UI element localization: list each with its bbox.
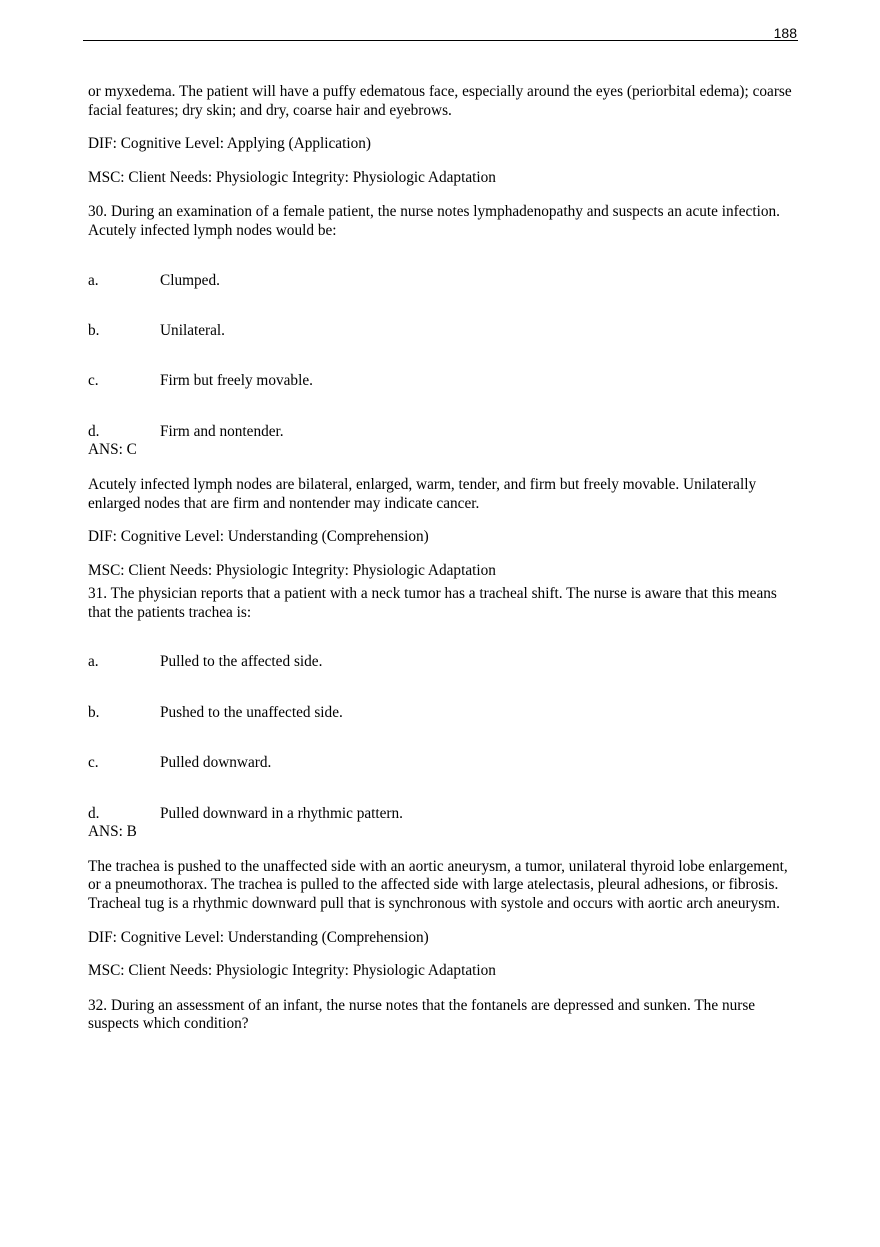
option-text: Clumped.	[160, 271, 220, 289]
option-text: Unilateral.	[160, 321, 225, 339]
header-divider	[83, 40, 798, 41]
question-31-option-d	[88, 805, 798, 824]
question-32-stem: 32. During an assessment of an infant, the nurse notes that the fontanels are depressed and sunken. The nurse suspects which condition?	[88, 996, 756, 1033]
question-30-answer: ANS: C	[88, 441, 137, 459]
question-30-rationale: Acutely infected lymph nodes are bilateral, enlarged, warm, tender, and firm but freely movable. Unilaterally enlarged nodes that are firm and nontender may indicate cancer.	[88, 475, 757, 512]
option-text: Pulled to the affected side.	[160, 653, 323, 671]
continued-rationale: or myxedema. The patient will have a puffy edematous face, especially around the eyes (periorbital edema); coarse facial features; dry skin; and dry, coarse hair and eyebrows.	[88, 83, 792, 119]
question-31-dif: DIF: Cognitive Level: Understanding (Comprehension)	[88, 928, 429, 946]
question-31-rationale: The trachea is pushed to the unaffected side with an aortic aneurysm, a tumor, unilateral thyroid lobe enlargement, or a pneumothorax. The trachea is pulled to the affected side with large atelectasis, pleural adhesions, or fibrosis. Tracheal tug is a rhythmic downward pull that is synchronous with systole and occurs with aortic arch aneurysm.	[88, 857, 788, 913]
option-letter: b.	[88, 703, 100, 721]
question-31-option-a	[88, 653, 798, 672]
question-30-dif: DIF: Cognitive Level: Understanding (Comprehension)	[88, 528, 429, 546]
option-letter: a.	[88, 653, 99, 671]
option-letter: a.	[88, 271, 99, 289]
option-letter: c.	[88, 754, 99, 772]
question-31-option-c	[88, 754, 798, 773]
option-letter: c.	[88, 372, 99, 390]
page-number: 188	[773, 25, 797, 41]
question-31-option-b	[88, 704, 798, 723]
question-31-stem: 31. The physician reports that a patient with a neck tumor has a tracheal shift. The nurse is aware that this means that the patients trachea is:	[88, 585, 777, 621]
option-letter: b.	[88, 321, 100, 339]
option-letter: d.	[88, 422, 100, 440]
question-31-answer: ANS: B	[88, 823, 137, 841]
option-text: Pulled downward.	[160, 754, 272, 772]
question-30-stem: 30. During an examination of a female patient, the nurse notes lymphadenopathy and suspects an acute infection. Acutely infected lymph nodes would be:	[88, 203, 780, 239]
dif-line: DIF: Cognitive Level: Applying (Application)	[88, 135, 371, 153]
page-content	[88, 83, 798, 1034]
option-text: Pulled downward in a rhythmic pattern.	[160, 804, 403, 822]
option-text: Firm and nontender.	[160, 422, 284, 440]
question-31-msc: MSC: Client Needs: Physiologic Integrity: Physiologic Adaptation	[88, 962, 496, 980]
option-text: Firm but freely movable.	[160, 372, 313, 390]
msc-line: MSC: Client Needs: Physiologic Integrity: Physiologic Adaptation	[88, 168, 496, 186]
question-30-option-a	[88, 272, 798, 291]
option-letter: d.	[88, 804, 100, 822]
question-30-option-d	[88, 423, 798, 442]
question-30-option-c	[88, 372, 798, 391]
question-30-msc: MSC: Client Needs: Physiologic Integrity: Physiologic Adaptation	[88, 561, 496, 579]
option-text: Pushed to the unaffected side.	[160, 703, 343, 721]
question-30-option-b	[88, 322, 798, 341]
